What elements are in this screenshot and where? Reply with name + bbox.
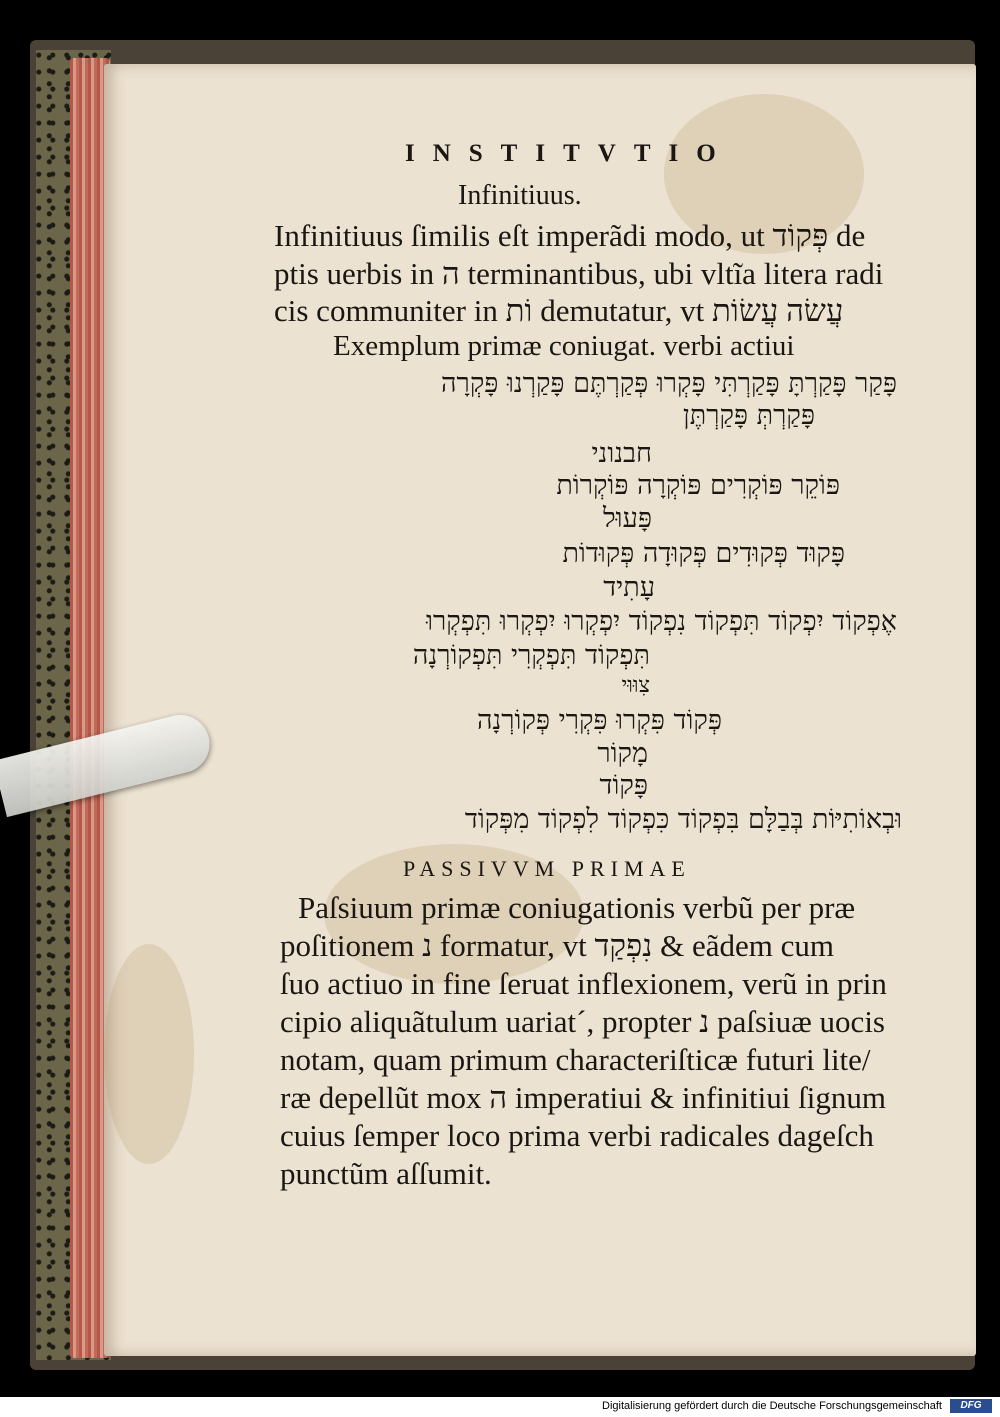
- hebrew-line: תִּפְקוֹד תִּפְקְרִי תִּפְקוֹרְנָה: [412, 640, 650, 671]
- hebrew-line: חבנוני: [591, 438, 652, 469]
- hebrew-line: פָּעוּל: [603, 503, 652, 534]
- paragraph-line: cipio aliquãtulum uariatˊ, propter נ paſsiuæ uocis: [280, 1004, 885, 1039]
- hebrew-line: פָּקַרְתְּ פָּקַרְתֶּן: [682, 400, 815, 431]
- hebrew-line: פְּקוֹד פִּקְרוּ פִּקְרִי פְּקוֹרְנָה: [476, 705, 722, 736]
- paragraph-line: ræ depellũt mox ה imperatiui & infinitiui ſignum: [280, 1080, 886, 1115]
- hebrew-line: עָתִיד: [603, 572, 655, 603]
- running-header: INSTITVTIO: [405, 140, 734, 167]
- paragraph-line: cuius ſemper loco prima verbi radicales dageſch: [280, 1118, 874, 1153]
- hebrew-line: פָּקוּד פְּקוּדִים פְּקוּדָה פְּקוּדוֹת: [562, 538, 845, 569]
- paragraph-line: poſitionem נ formatur, vt נִפְקַד & eãdem cum: [280, 928, 834, 963]
- hebrew-line: אֶפְקוֹד יִפְקוֹד תִּפְקוֹד נִפְקוֹד יִפְקְרוּ יִפְקְרוּ תִּפְקְרוּ: [426, 606, 897, 637]
- paragraph-line: ptis uerbis in ה terminantibus, ubi vltĩa litera radi: [274, 256, 884, 291]
- heading-infinitivus: Infinitiuus.: [458, 180, 582, 211]
- digitization-footer: [0, 1397, 1000, 1417]
- hebrew-line: פָּקַר פָּקַרְתָּ פָּקַרְתִּי פָּקְרוּ פְּקַרְתֶּם פָּקַרְנוּ פָּקְרָה: [441, 368, 897, 399]
- dfg-logo: DFG: [950, 1399, 992, 1413]
- hebrew-line: פּוֹקֵר פּוֹקְרִים פּוֹקְרָה פּוֹקְרוֹת: [556, 470, 840, 501]
- hebrew-line: וּבְאוֹתִיּוֹת בְּבַלָּם בִּפְקוֹד כִּפְקוֹד לִפְקוֹד מִפְּקוֹד: [464, 804, 902, 835]
- hebrew-line: פָּקוֹד: [599, 770, 648, 801]
- hebrew-line: צִוּוּי: [621, 673, 650, 698]
- footer-credit: Digitalisierung gefördert durch die Deutsche Forschungsgemeinschaft: [602, 1400, 942, 1412]
- paragraph-line: punctũm aſſumit.: [280, 1156, 492, 1191]
- exemplum-heading: Exemplum primæ coniugat. verbi actiui: [333, 330, 795, 362]
- water-stain: [104, 944, 194, 1164]
- hebrew-line: מָקוֹר: [597, 738, 648, 769]
- paragraph-line: Paſsiuum primæ coniugationis verbũ per præ: [298, 890, 856, 925]
- paragraph-line: ſuo actiuo in fine ſeruat inflexionem, verũ in prin: [280, 966, 887, 1001]
- paragraph-line: notam, quam primum characteriſticæ futuri lite/: [280, 1042, 871, 1077]
- passivum-heading: PASSIVVM PRIMAE: [403, 856, 691, 881]
- paragraph-line: Infinitiuus ſimilis eſt imperãdi modo, ut פְּקוֹד de: [274, 218, 866, 253]
- paragraph-line: cis communiter in וֹת demutatur, vt עֲשׂה עֲשׂוֹת: [274, 293, 844, 328]
